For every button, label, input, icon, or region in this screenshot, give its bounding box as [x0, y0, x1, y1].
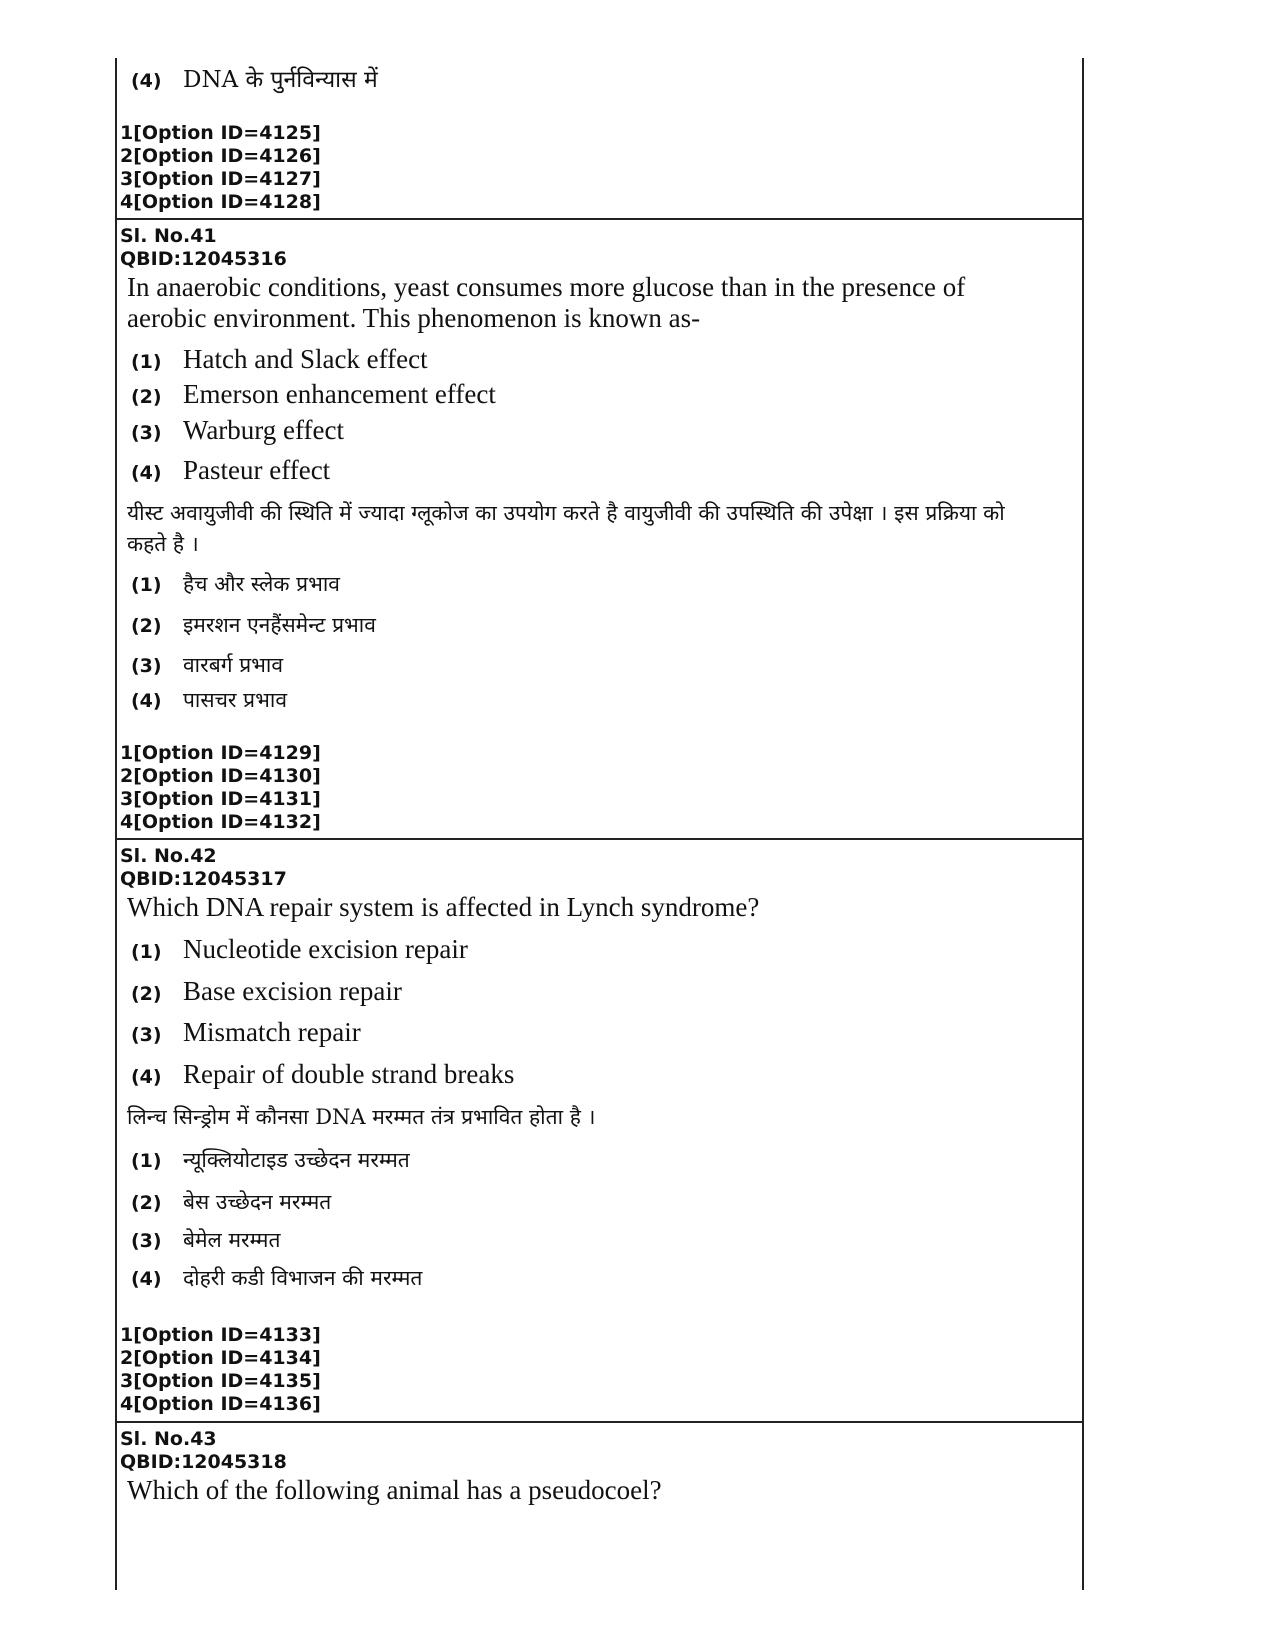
serial-number: Sl. No.41	[120, 225, 217, 247]
option-hindi-2	[117, 611, 1082, 639]
option-id-line: 2[Option ID=4134]	[120, 1347, 321, 1369]
option-id-line: 2[Option ID=4126]	[120, 145, 321, 167]
option-number: (3)	[131, 1024, 162, 1046]
qbid: QBID:12045317	[120, 868, 287, 890]
option-number: (2)	[131, 615, 162, 637]
serial-number: Sl. No.43	[120, 1428, 217, 1450]
question-text-english: Which DNA repair system is affected in Lynch syndrome?	[127, 892, 760, 922]
question-text-hindi-line: लिन्च सिन्ड्रोम में कौनसा DNA मरम्मत तंत्र प्रभावित होता है ।	[127, 1105, 596, 1129]
option-text: दोहरी कडी विभाजन की मरम्मत	[183, 1266, 423, 1290]
option-number: (3)	[131, 422, 162, 444]
option-id-line: 4[Option ID=4128]	[120, 191, 321, 213]
option-english-4	[117, 455, 1082, 486]
option-id-line: 1[Option ID=4133]	[120, 1324, 321, 1346]
section-divider	[117, 1421, 1082, 1423]
option-text: न्यूक्लियोटाइड उच्छेदन मरम्मत	[183, 1148, 410, 1172]
option-ids	[117, 742, 1082, 834]
option-text: Emerson enhancement effect	[183, 379, 496, 409]
option-hindi-1	[117, 1146, 1082, 1174]
option-number: (1)	[131, 941, 162, 963]
option-text: Mismatch repair	[183, 1017, 361, 1047]
option-number: (1)	[131, 1150, 162, 1172]
question-header	[117, 225, 1082, 271]
question-paper-frame	[115, 58, 1084, 1590]
question-text-hindi: यीस्ट अवायुजीवी की स्थिति में ज्यादा ग्लूकोज का उपयोग करते है वायुजीवी की उपस्थिति की उपेक्षा । इस प्रक्रिया को कहते है ।	[127, 501, 1005, 556]
option-english-1	[117, 934, 1082, 965]
option-hindi-2	[117, 1188, 1082, 1216]
option-4-hindi	[117, 62, 1082, 94]
option-id-line: 1[Option ID=4129]	[120, 742, 321, 764]
question-text-english: In anaerobic conditions, yeast consumes more glucose than in the presence of aerobic environment. This phenomenon is known as-	[127, 272, 966, 333]
option-hindi-3	[117, 1226, 1082, 1254]
option-text: DNA के पुर्नविन्यास में	[183, 67, 378, 93]
question-header	[117, 1428, 1082, 1474]
option-number: (1)	[131, 351, 162, 373]
option-text: Hatch and Slack effect	[183, 344, 428, 374]
option-number: (4)	[131, 1066, 162, 1088]
option-number: (4)	[131, 70, 162, 92]
option-text: Pasteur effect	[183, 455, 331, 485]
option-text: बेस उच्छेदन मरम्मत	[183, 1190, 332, 1214]
option-ids	[117, 122, 1082, 214]
option-id-line: 4[Option ID=4132]	[120, 811, 321, 833]
option-text: Repair of double strand breaks	[183, 1059, 515, 1089]
option-number: (4)	[131, 1268, 162, 1290]
section-divider	[117, 218, 1082, 220]
option-english-1	[117, 344, 1082, 375]
option-id-line: 1[Option ID=4125]	[120, 122, 321, 144]
option-number: (4)	[131, 690, 162, 712]
option-number: (2)	[131, 386, 162, 408]
qbid: QBID:12045316	[120, 248, 287, 270]
option-id-line: 3[Option ID=4131]	[120, 788, 321, 810]
option-english-3	[117, 415, 1082, 446]
question-text-english: Which of the following animal has a pseudocoel?	[127, 1475, 662, 1505]
option-hindi-4	[117, 1264, 1082, 1292]
option-text: वारबर्ग प्रभाव	[183, 653, 284, 677]
option-text: पासचर प्रभाव	[183, 688, 287, 712]
question-header	[117, 845, 1082, 891]
option-id-line: 3[Option ID=4135]	[120, 1370, 321, 1392]
qbid: QBID:12045318	[120, 1451, 287, 1473]
question-text-hindi	[117, 1102, 1082, 1133]
option-text: बेमेल मरम्मत	[183, 1228, 281, 1252]
option-ids	[117, 1324, 1082, 1416]
option-number: (3)	[131, 1230, 162, 1252]
serial-number: Sl. No.42	[120, 845, 217, 867]
option-hindi-3	[117, 651, 1082, 679]
option-english-2	[117, 379, 1082, 410]
option-number: (2)	[131, 1192, 162, 1214]
option-text: Base excision repair	[183, 976, 402, 1006]
option-text: Warburg effect	[183, 415, 344, 445]
option-english-4	[117, 1059, 1082, 1090]
option-id-line: 2[Option ID=4130]	[120, 765, 321, 787]
option-id-line: 3[Option ID=4127]	[120, 168, 321, 190]
option-text: Nucleotide excision repair	[183, 934, 468, 964]
option-english-2	[117, 976, 1082, 1007]
section-divider	[117, 838, 1082, 840]
option-hindi-1	[117, 570, 1082, 598]
option-number: (2)	[131, 983, 162, 1005]
option-text: इमरशन एनहैंसमेन्ट प्रभाव	[183, 613, 376, 637]
option-id-line: 4[Option ID=4136]	[120, 1393, 321, 1415]
option-english-3	[117, 1017, 1082, 1048]
option-text: हैच और स्लेक प्रभाव	[183, 572, 340, 596]
option-hindi-4	[117, 686, 1082, 714]
option-number: (1)	[131, 574, 162, 596]
option-number: (3)	[131, 655, 162, 677]
option-number: (4)	[131, 462, 162, 484]
